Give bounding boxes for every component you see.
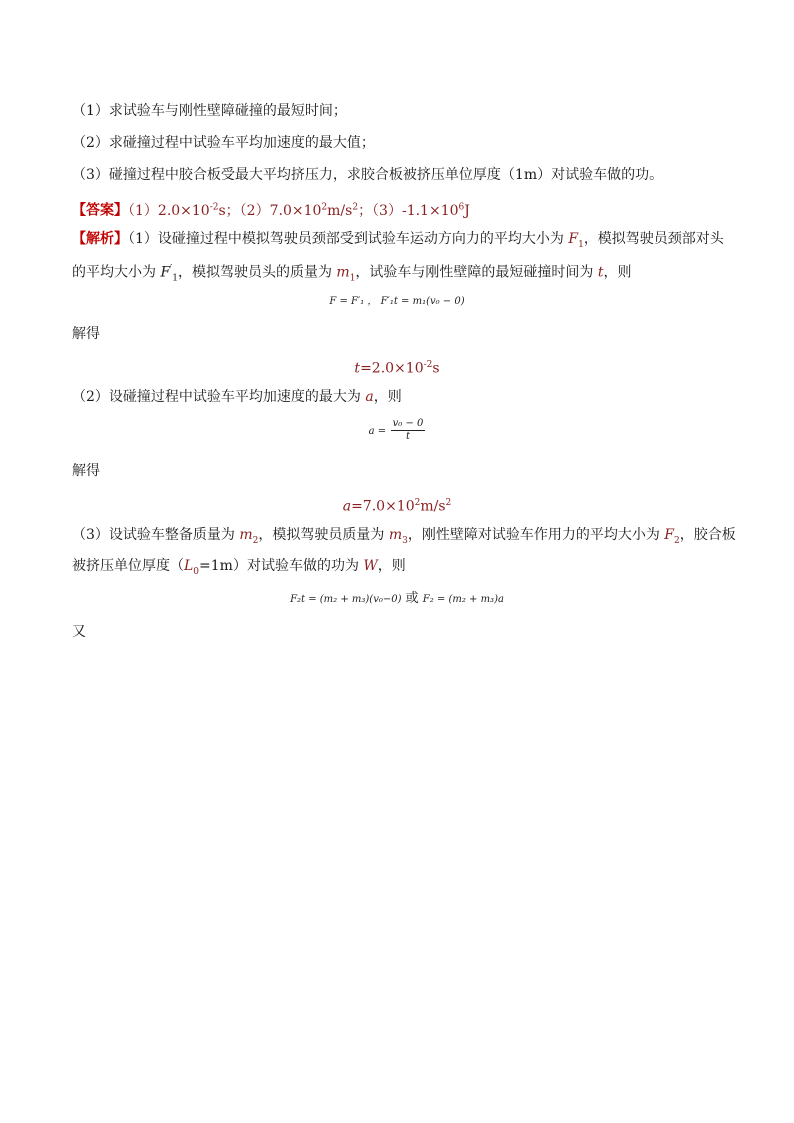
- analysis-part-3-line-1: （3）设试验车整备质量为 $m_2$，模拟驾驶员质量为 $m_3$，刚性壁障对试验车作用力的平均大小为 $F_2$，胶合板: [72, 527, 736, 546]
- answer-line: [72, 197, 722, 221]
- solve-label-1: 解得: [72, 326, 100, 342]
- equation-2: a = $\frac{\text{v₀ − 0}}{t}$: [368, 417, 424, 442]
- question-1: （1）求试验车与刚性壁障碰撞的最短时间；: [72, 103, 347, 119]
- question-2: （2）求碰撞过程中试验车平均加速度的最大值；: [72, 135, 375, 151]
- result-1: $t=2.0\times 10^{-2}s$: [354, 360, 440, 377]
- also-label: 又: [72, 624, 86, 640]
- analysis-part-2: （2）设碰撞过程中试验车平均加速度的最大为 a，则: [72, 389, 402, 405]
- solve-label-2: 解得: [72, 463, 100, 479]
- question-3: （3）碰撞过程中胶合板受最大平均挤压力，求胶合板被挤压单位厚度（1m）对试验车做的功。: [72, 167, 664, 183]
- result-2: $a=7.0\times 10^2m/s^2$: [342, 498, 452, 515]
- analysis-line-1: 【解析】（1）设碰撞过程中模拟驾驶员颈部受到试验车运动方向力的平均大小为 $F_1$，模拟驾驶员颈部对头: [72, 231, 724, 250]
- equation-3: F₂t = (m₂ + m₃)(v₀−0) 或 F₂ = (m₂ + m₃)a: [290, 591, 504, 606]
- equation-1: F = F′₁ ， F′₁t = m₁(v₀ − 0): [329, 296, 465, 307]
- analysis-part-3-line-2: 被挤压单位厚度$(L_0=1m)$对试验车做的功为 W，则: [72, 558, 406, 577]
- analysis-line-2: 的平均大小为 $F'_1$，模拟驾驶员头的质量为 $m_1$，试验车与刚性壁障的最短碰撞时间为 t，则: [72, 264, 632, 284]
- answer-text: $(1)2.0\times 10^{-2}s$；$(2)7.0\times 10^2m/s^2$；$(3)-1.1\times 10^6J$: [128, 202, 470, 219]
- analysis-tag: 【解析】: [72, 231, 128, 247]
- answer-tag: 【答案】: [72, 202, 128, 219]
